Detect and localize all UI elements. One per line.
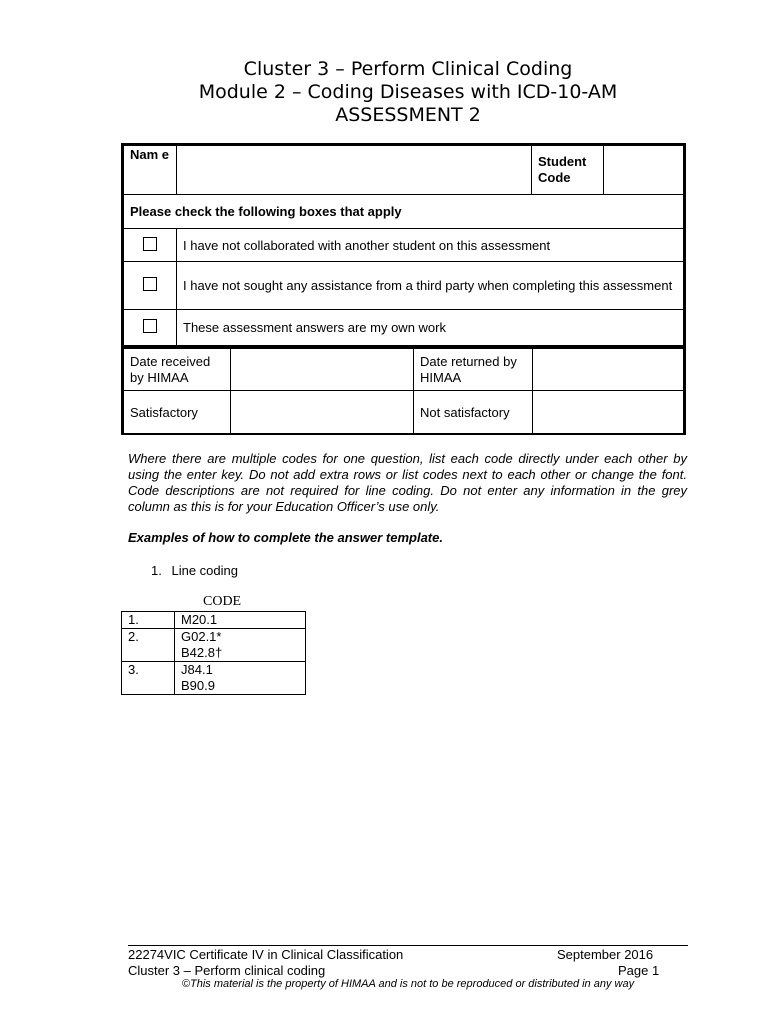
checkbox-no-collaboration[interactable] [143,237,157,251]
name-label: Nam e [124,146,177,195]
code-cell [175,612,306,629]
code-value: B42.8† [181,645,223,660]
example-code-table [121,611,306,695]
checkbox-no-third-party[interactable] [143,277,157,291]
date-returned-field[interactable] [533,349,684,391]
code-cell [175,662,306,695]
code-value: G02.1* [181,629,222,644]
not-satisfactory-field[interactable] [533,391,684,434]
title-line-3: ASSESSMENT 2 [335,104,481,126]
title-line-2: Module 2 – Coding Diseases with ICD-10-AM [198,81,618,103]
examples-heading: Examples of how to complete the answer template. [128,530,443,545]
title-line-1: Cluster 3 – Perform Clinical Coding [243,58,573,80]
code-value: B90.9 [181,678,215,693]
code-value: J84.1 [181,662,213,677]
himaa-use-form [121,346,686,435]
date-received-label: Date received by HIMAA [124,349,231,391]
date-returned-label: Date returned by HIMAA [414,349,533,391]
student-code-field[interactable] [604,146,684,195]
checkbox-own-work[interactable] [143,319,157,333]
code-cell [175,629,306,662]
footer-copyright: ©This material is the property of HIMAA and is not to be reproduced or distributed in any way [181,978,635,990]
check-statement: I have not collaborated with another student on this assessment [177,229,684,262]
checkbox-cell[interactable] [124,229,177,262]
footer-course: 22274VIC Certificate IV in Clinical Classification [128,947,404,962]
footer-date: September 2016 [557,947,654,962]
footer-divider [128,945,688,946]
row-number: 2. [122,629,175,662]
table-row [122,629,306,662]
list-item [151,563,238,578]
row-number: 3. [122,662,175,695]
table-row [122,662,306,695]
check-statement: These assessment answers are my own work [177,310,684,346]
check-heading: Please check the following boxes that apply [124,195,684,229]
instructions-paragraph: Where there are multiple codes for one question, list each code directly under each other by using the enter key. Do not add extra rows or list codes next to each other or change the font. Code descriptions are not required for line coding. Do not enter any information in the grey column as this is for your Education Officer’s use only. [128,451,687,514]
list-text: Line coding [171,563,238,578]
code-column-header: CODE [203,594,242,609]
footer-cluster: Cluster 3 – Perform clinical coding [128,963,326,978]
checkbox-cell[interactable] [124,262,177,310]
row-number: 1. [122,612,175,629]
code-value: M20.1 [181,612,218,627]
check-statement: I have not sought any assistance from a third party when completing this assessment [177,262,684,310]
satisfactory-field[interactable] [231,391,414,434]
date-received-field[interactable] [231,349,414,391]
satisfactory-label: Satisfactory [124,391,231,434]
list-number: 1. [151,563,162,578]
checkbox-cell[interactable] [124,310,177,346]
student-code-label: Student Code [532,146,604,195]
table-row [122,612,306,629]
name-field[interactable] [177,146,532,195]
footer-page-number: Page 1 [618,963,660,978]
not-satisfactory-label: Not satisfactory [414,391,533,434]
student-declaration-form [121,143,686,347]
